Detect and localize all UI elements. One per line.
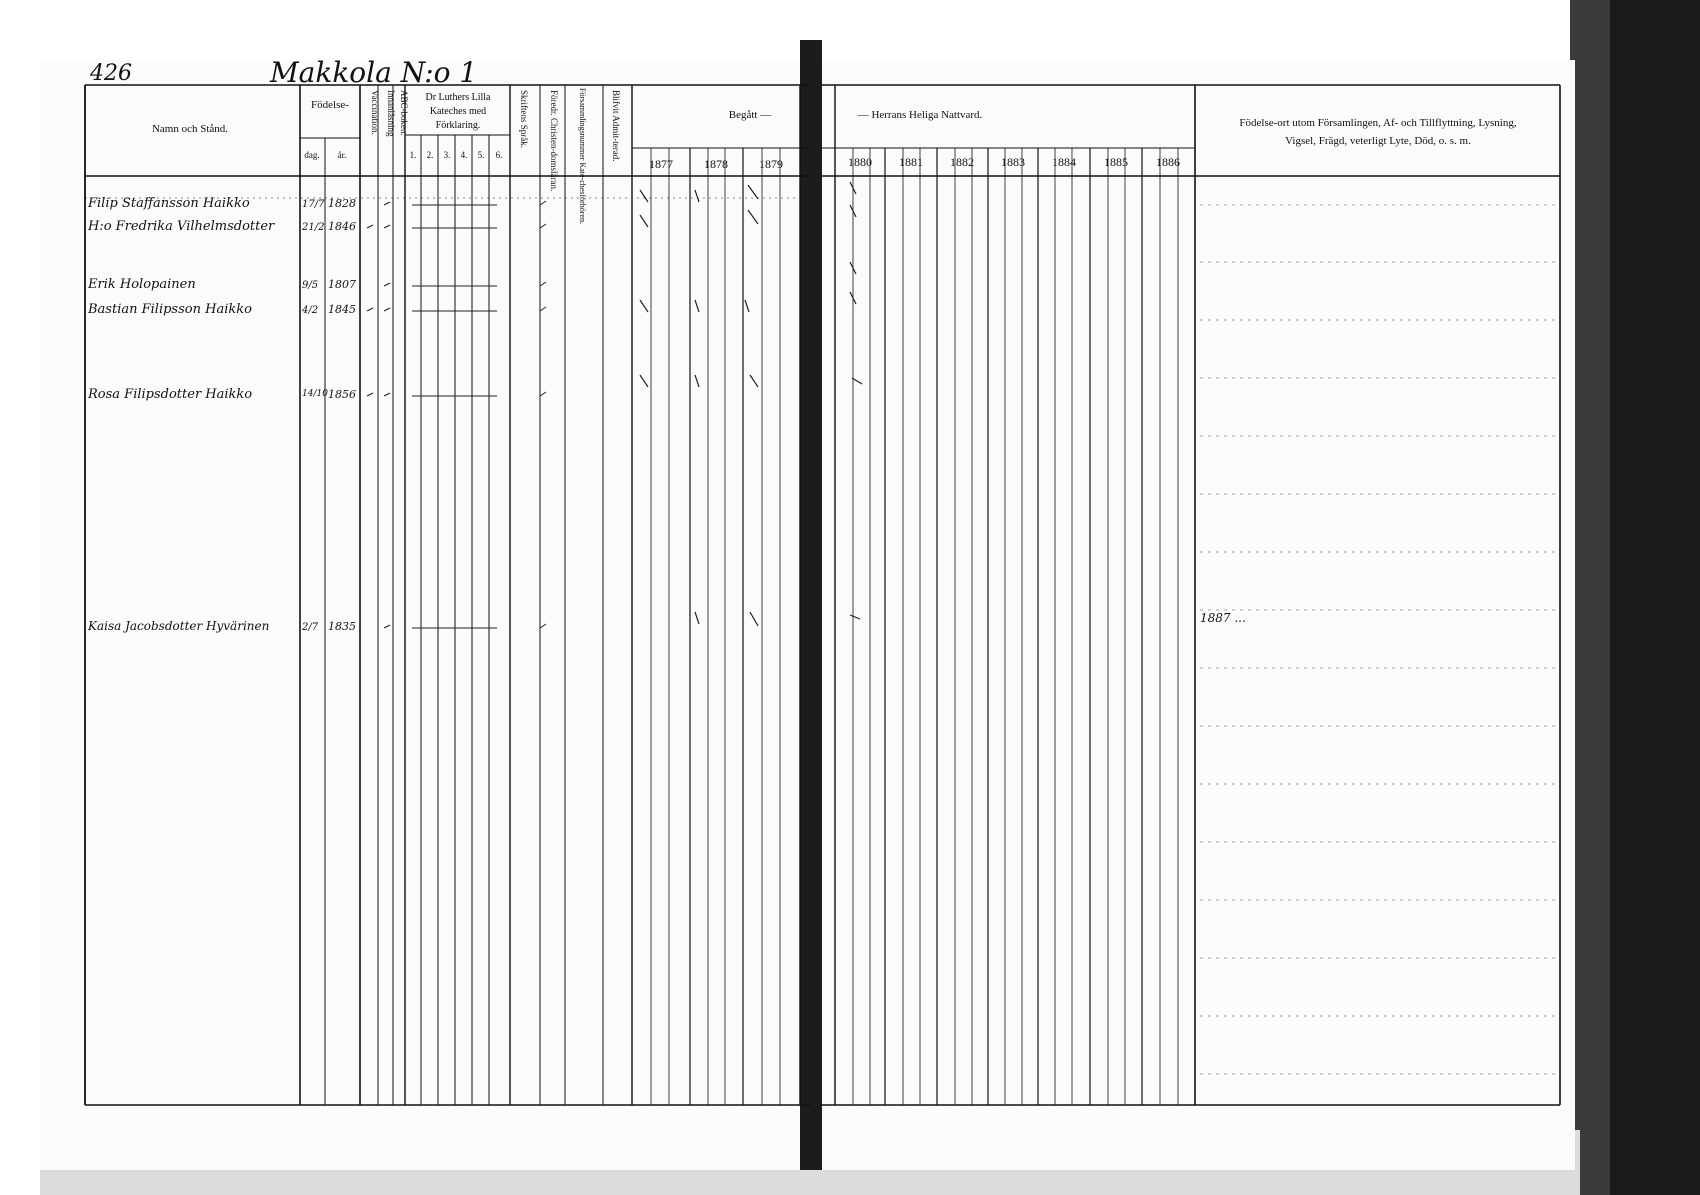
entry-name: H:o Fredrika Vilhelmsdotter xyxy=(88,219,275,234)
header-innanlasning: Innanläsning xyxy=(386,90,396,137)
header-christen: Föredr. Christen-domsläran. xyxy=(549,90,559,192)
header-vaccination: Vaccination. xyxy=(370,90,380,135)
entry-name: Kaisa Jacobsdotter Hyvärinen xyxy=(88,619,270,633)
header-luther-col-4: 4. xyxy=(460,150,468,160)
entry-day: 4/2 xyxy=(302,305,319,316)
year-1883: 1883 xyxy=(1001,155,1025,169)
entry-day: 14/10 xyxy=(302,389,328,399)
header-luther-1: Dr Luthers Lilla xyxy=(425,92,491,103)
scan-right-edge-light xyxy=(1570,0,1610,1195)
header-luther-3: Förklaring. xyxy=(435,120,481,131)
entry-year: 1856 xyxy=(328,388,356,401)
header-luther-col-1: 1. xyxy=(409,150,417,160)
year-1886: 1886 xyxy=(1156,155,1180,169)
entry-name: Erik Holopainen xyxy=(88,277,196,292)
entry-year: 1807 xyxy=(328,278,356,291)
entry-day: 21/2 xyxy=(302,222,325,233)
header-nattvard: — Herrans Heliga Nattvard. xyxy=(857,109,983,121)
header-luther-col-6: 6. xyxy=(495,150,503,160)
year-1885: 1885 xyxy=(1104,155,1128,169)
header-luther-col-3: 3. xyxy=(443,150,451,160)
entry-day: 9/5 xyxy=(302,280,319,291)
entry-6 xyxy=(87,619,356,633)
header-skrift: Skriftens Språk. xyxy=(519,90,529,148)
entry-name: Rosa Filipsdotter Haikko xyxy=(88,387,253,402)
header-remarks-2: Vigsel, Frägd, veterligt Lyte, Död, o. s. m. xyxy=(1285,135,1471,147)
entry-2 xyxy=(87,219,356,234)
year-1880: 1880 xyxy=(848,155,872,169)
remark-note: 1887 ... xyxy=(1200,611,1246,625)
entry-day: 2/7 xyxy=(302,622,319,633)
entry-year: 1835 xyxy=(328,620,356,633)
header-abc: ABC-boken. xyxy=(399,90,409,136)
header-forsamm: Försammlingsnummer Kate-chesförhören. xyxy=(578,88,587,224)
entry-4 xyxy=(87,302,356,317)
header-luther-col-2: 2. xyxy=(426,150,434,160)
year-1877: 1877 xyxy=(649,157,673,171)
entry-year: 1845 xyxy=(328,303,356,316)
year-1882: 1882 xyxy=(950,155,974,169)
header-name: Namn och Stånd. xyxy=(151,123,229,135)
header-begatt: Begått — xyxy=(728,109,772,121)
year-1879: 1879 xyxy=(759,157,783,171)
year-1881: 1881 xyxy=(899,155,923,169)
header-remarks-1: Födelse-ort utom Församlingen, Af- och Tillflyttning, Lysning, xyxy=(1239,117,1517,129)
header-year: år. xyxy=(337,150,347,160)
header-blifvit: Blifvit Admit-terad. xyxy=(611,90,621,162)
entry-name: Bastian Filipsson Haikko xyxy=(88,302,252,317)
header-luther-2: Kateches med xyxy=(429,106,487,117)
entry-day: 17/7 xyxy=(302,199,325,210)
entry-year: 1828 xyxy=(328,197,356,210)
header-luther-col-5: 5. xyxy=(477,150,485,160)
page-number: 426 xyxy=(90,61,132,86)
entry-1 xyxy=(87,196,356,211)
header-day: dag. xyxy=(304,150,320,160)
year-1878: 1878 xyxy=(704,157,728,171)
entry-year: 1846 xyxy=(328,220,356,233)
farm-name: Makkola N:o 1 xyxy=(270,56,478,89)
entry-name: Filip Staffansson Haikko xyxy=(88,196,250,211)
book-gutter xyxy=(800,40,822,1170)
header-birth: Födelse- xyxy=(311,99,349,111)
year-1884: 1884 xyxy=(1052,155,1076,169)
scan-right-edge xyxy=(1610,0,1700,1195)
